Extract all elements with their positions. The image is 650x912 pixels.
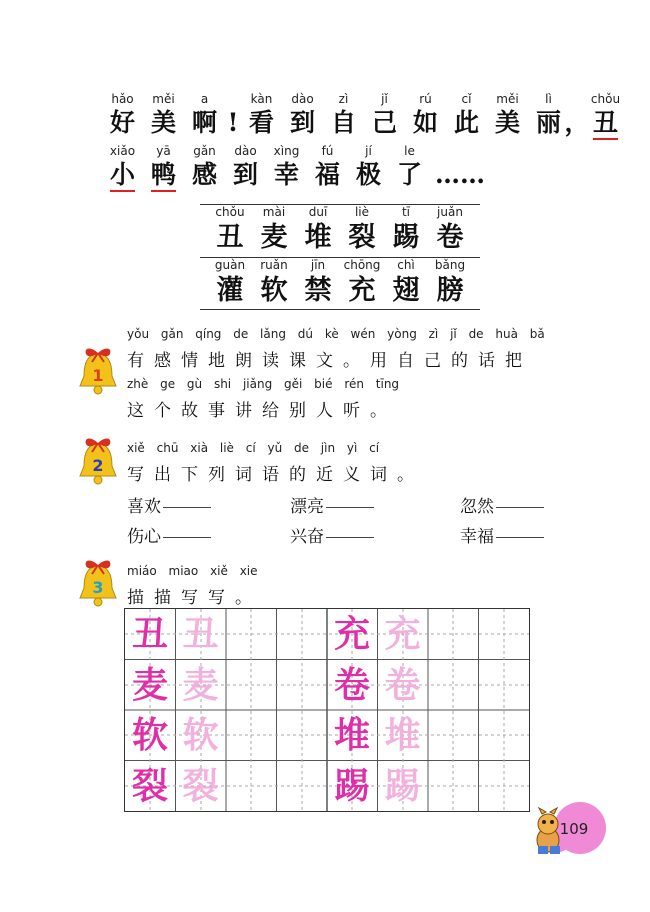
task1-text-2: 这个故事讲给别人听。 xyxy=(127,401,397,421)
pinyin: kàn xyxy=(250,92,273,106)
vocab-char xyxy=(342,258,382,308)
vocab-hanzi: 膀 xyxy=(436,275,464,306)
vocab-pinyin: tī xyxy=(401,205,411,219)
trace-char: 堆 xyxy=(384,714,421,756)
story-char xyxy=(528,90,569,140)
pinyin: dào xyxy=(291,92,314,106)
hanzi: 极 xyxy=(355,160,381,189)
task3-text: 描描写写。 xyxy=(127,588,262,608)
vocab-pinyin: chì xyxy=(397,258,415,272)
model-char: 卷 xyxy=(333,663,370,706)
story-char xyxy=(184,90,225,140)
vocab-row-2 xyxy=(200,258,480,308)
vocab-char xyxy=(298,258,338,308)
pinyin: cǐ xyxy=(461,92,472,106)
hanzi: ! xyxy=(227,108,239,137)
vocab-hanzi: 软 xyxy=(260,275,288,306)
hanzi: 自 xyxy=(330,108,356,137)
trace-char: 踢 xyxy=(384,764,421,807)
hanzi: 看 xyxy=(248,108,274,137)
vocab-row-1 xyxy=(200,205,480,255)
story-char xyxy=(348,142,389,192)
synonym-item: 兴奋 xyxy=(290,522,374,547)
trace-char: 丑 xyxy=(182,613,219,655)
vocab-hanzi: 翅 xyxy=(392,275,420,306)
task2-pinyin: xiě chū xià liè cí yǔ de jìn yì cí xyxy=(127,441,380,455)
model-char: 麦 xyxy=(131,663,168,706)
story-char xyxy=(225,142,266,192)
story-char xyxy=(102,90,143,140)
hanzi: 美 xyxy=(150,108,176,137)
pinyin: yā xyxy=(156,144,171,158)
hanzi: 好 xyxy=(109,108,135,137)
hanzi: 到 xyxy=(289,108,315,137)
bell-number-1: 1 xyxy=(92,366,104,385)
story-char xyxy=(307,142,348,192)
vocab-char xyxy=(298,205,338,255)
bell-icon-1 xyxy=(74,344,122,396)
page-badge xyxy=(530,798,610,860)
vocab-char xyxy=(210,205,250,255)
vocab-box-2 xyxy=(200,258,480,308)
task1-text-1: 有感情地朗读课文。用自己的话把 xyxy=(127,351,532,371)
model-char: 堆 xyxy=(333,714,370,756)
vocab-box xyxy=(200,205,480,255)
story-char xyxy=(266,142,307,192)
story-char xyxy=(323,90,364,140)
hanzi: 丽 xyxy=(535,108,561,137)
story-char xyxy=(225,90,241,140)
underlined-hanzi: 鸭 xyxy=(151,160,176,192)
pinyin: gǎn xyxy=(193,144,216,158)
vocab-pinyin: chǒu xyxy=(215,205,245,219)
hanzi: 己 xyxy=(371,108,397,137)
hanzi: 啊 xyxy=(191,108,217,137)
story-line-2 xyxy=(102,142,490,192)
answer-blank[interactable] xyxy=(496,537,544,538)
story-char xyxy=(184,142,225,192)
pinyin: měi xyxy=(496,92,519,106)
trace-char: 软 xyxy=(182,714,219,756)
synonym-item: 漂亮 xyxy=(290,492,374,517)
model-char: 丑 xyxy=(131,613,168,655)
story-char xyxy=(405,90,446,140)
vocab-hanzi: 裂 xyxy=(348,222,376,253)
pinyin: xiǎo xyxy=(109,144,136,158)
trace-char: 裂 xyxy=(182,764,219,807)
vocab-char xyxy=(254,205,294,255)
vocab-char xyxy=(342,205,382,255)
bell-number-3: 3 xyxy=(92,578,104,597)
story-char xyxy=(585,90,626,140)
story-char xyxy=(564,90,590,140)
story-char xyxy=(389,142,430,192)
hanzi: 如 xyxy=(412,108,438,137)
hanzi: 美 xyxy=(494,108,520,137)
vocab-char xyxy=(210,258,250,308)
hanzi: ， xyxy=(564,108,590,137)
hanzi: 此 xyxy=(453,108,479,137)
vocab-pinyin: bǎng xyxy=(434,258,466,272)
vocab-hanzi: 充 xyxy=(348,275,376,306)
task3-pinyin: miáo miao xiě xie xyxy=(127,564,258,578)
trace-char: 卷 xyxy=(384,663,421,706)
pinyin: a xyxy=(200,92,209,106)
story-char xyxy=(487,90,528,140)
pinyin: jǐ xyxy=(381,92,388,106)
pinyin: zì xyxy=(338,92,349,106)
vocab-pinyin: mài xyxy=(262,205,286,219)
trace-char: 麦 xyxy=(182,663,219,706)
vocab-hanzi: 踢 xyxy=(392,222,420,253)
story-char xyxy=(241,90,282,140)
answer-blank[interactable] xyxy=(163,507,211,508)
story-line-1 xyxy=(102,90,626,140)
practice-grid xyxy=(124,608,530,812)
underlined-hanzi: 丑 xyxy=(593,108,618,140)
vocab-pinyin: juǎn xyxy=(437,205,463,219)
story-char xyxy=(282,90,323,140)
pinyin: le xyxy=(404,144,415,158)
hanzi: 了 xyxy=(396,160,422,189)
answer-blank[interactable] xyxy=(326,537,374,538)
synonym-item: 伤心 xyxy=(127,522,211,547)
vocab-char xyxy=(386,258,426,308)
model-char: 充 xyxy=(333,613,370,655)
vocab-hanzi: 麦 xyxy=(260,222,288,253)
vocab-char xyxy=(254,258,294,308)
vocab-pinyin: guàn xyxy=(214,258,246,272)
pinyin: xìng xyxy=(273,144,300,158)
vocab-pinyin: jīn xyxy=(310,258,326,272)
bell-icon-2 xyxy=(74,434,122,486)
vocab-pinyin: chōng xyxy=(343,258,381,272)
page-number: 109 xyxy=(559,820,589,838)
hanzi: 幸 xyxy=(273,160,299,189)
vocab-pinyin: duī xyxy=(308,205,328,219)
pinyin: rú xyxy=(419,92,432,106)
story-char xyxy=(364,90,405,140)
hanzi: 到 xyxy=(232,160,258,189)
pinyin: hǎo xyxy=(111,92,134,106)
pinyin: dào xyxy=(234,144,257,158)
story-char xyxy=(143,142,184,192)
synonym-item: 喜欢 xyxy=(127,492,211,517)
answer-blank[interactable] xyxy=(496,507,544,508)
hanzi: 感 xyxy=(191,160,217,189)
pinyin: chǒu xyxy=(590,92,621,106)
bell-icon-3 xyxy=(74,556,122,608)
trace-char: 充 xyxy=(384,613,421,655)
story-char xyxy=(143,90,184,140)
synonym-item: 忽然 xyxy=(460,492,544,517)
vocab-pinyin: liè xyxy=(354,205,370,219)
story-char xyxy=(430,142,490,192)
model-char: 软 xyxy=(131,714,168,756)
story-char xyxy=(102,142,143,192)
vocab-char xyxy=(386,205,426,255)
task1-pinyin-1: yǒu gǎn qíng de lǎng dú kè wén yòng zì jǐ de huà bǎ xyxy=(127,327,545,341)
pinyin: fú xyxy=(321,144,334,158)
synonym-item: 幸福 xyxy=(460,522,544,547)
vocab-hanzi: 丑 xyxy=(216,222,244,253)
vocab-hanzi: 堆 xyxy=(304,222,332,253)
pinyin: jí xyxy=(365,144,372,158)
vocab-hanzi: 卷 xyxy=(436,222,464,253)
vocab-char xyxy=(430,205,470,255)
task1-pinyin-2: zhè ge gù shi jiǎng gěi bié rén tīng xyxy=(127,377,400,391)
model-char: 裂 xyxy=(131,764,168,807)
hanzi: …… xyxy=(435,160,485,189)
vocab-pinyin: ruǎn xyxy=(260,258,288,272)
word-box-bottom-rule xyxy=(200,309,480,310)
bell-number-2: 2 xyxy=(92,456,104,475)
vocab-hanzi: 禁 xyxy=(304,275,332,306)
model-char: 踢 xyxy=(333,764,370,807)
answer-blank[interactable] xyxy=(326,507,374,508)
story-char xyxy=(446,90,487,140)
pinyin: lì xyxy=(545,92,552,106)
answer-blank[interactable] xyxy=(163,537,211,538)
vocab-char xyxy=(430,258,470,308)
task2-text: 写出下列词语的近义词。 xyxy=(127,465,424,485)
vocab-hanzi: 灌 xyxy=(216,275,244,306)
pinyin: měi xyxy=(152,92,175,106)
underlined-hanzi: 小 xyxy=(110,160,135,192)
hanzi: 福 xyxy=(314,160,340,189)
